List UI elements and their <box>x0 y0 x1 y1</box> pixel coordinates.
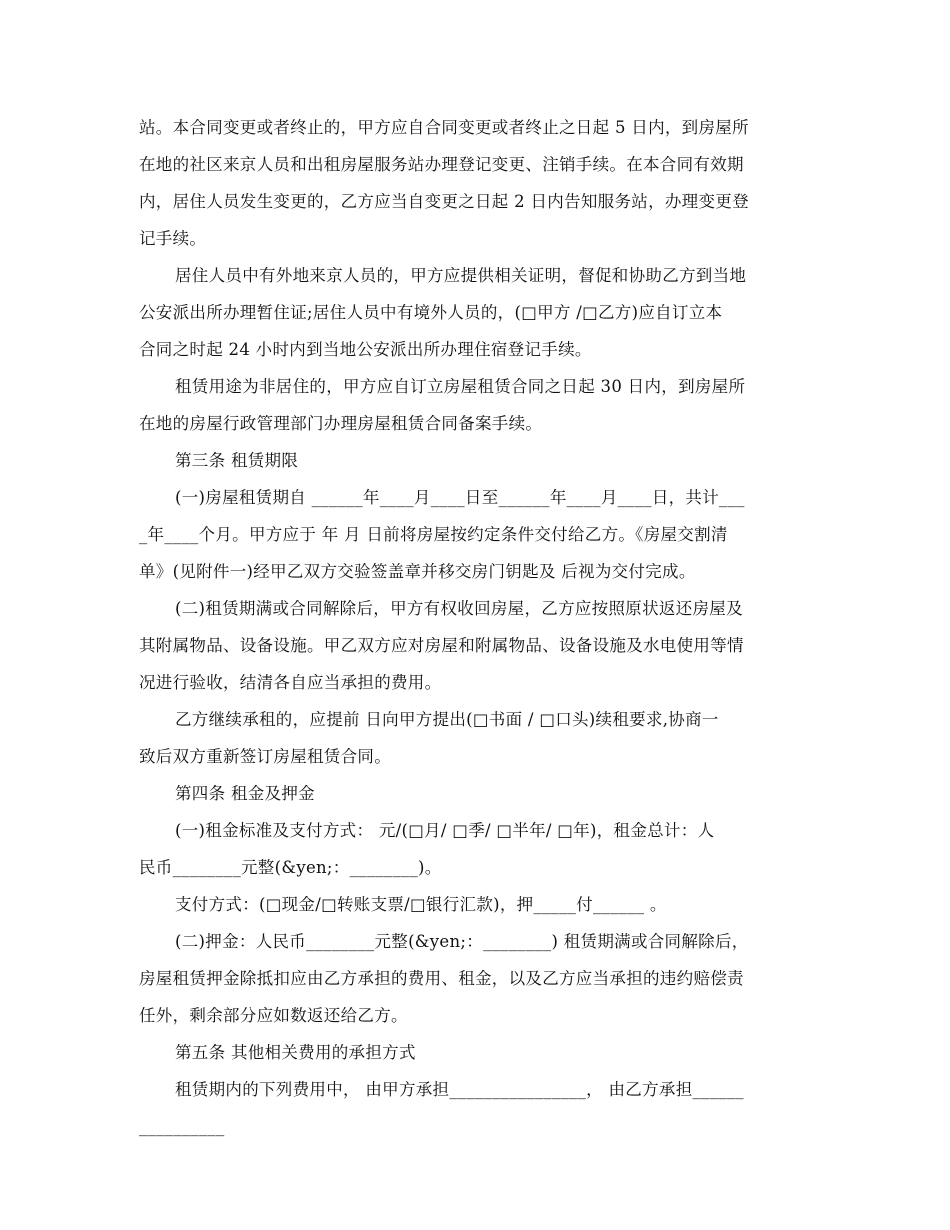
paragraph-line: _年____个月。甲方应于 年 月 日前将房屋按约定条件交付给乙方。《房屋交割清 <box>139 525 728 544</box>
section-heading: 第五条 其他相关费用的承担方式 <box>175 1043 416 1062</box>
paragraph-line: (二)租赁期满或合同解除后，甲方有权收回房屋，乙方应按照原状返还房屋及 <box>175 599 743 618</box>
paragraph-line: __________ <box>139 1117 225 1136</box>
paragraph-line: 房屋租赁押金除抵扣应由乙方承担的费用、租金，以及乙方应当承担的违约赔偿责 <box>139 969 744 988</box>
paragraph-line: 租赁期内的下列费用中， 由甲方承担________________， 由乙方承担______ <box>175 1080 744 1099</box>
paragraph-line: 在地的房屋行政管理部门办理房屋租赁合同备案手续。 <box>139 414 543 433</box>
paragraph-line: (二)押金：人民币________元整(&yen;：________) 租赁期满或合同解除后， <box>175 932 749 951</box>
section-heading: 第三条 租赁期限 <box>175 451 299 470</box>
paragraph-line: (一)房屋租赁期自 ______年____月____日至______年____月____日，共计___ <box>175 488 745 507</box>
paragraph-line: 其附属物品、设备设施。甲乙双方应对房屋和附属物品、设备设施及水电使用等情 <box>139 636 744 655</box>
paragraph-line: 在地的社区来京人员和出租房屋服务站办理登记变更、注销手续。在本合同有效期 <box>139 155 744 174</box>
paragraph-line: 租赁用途为非居住的，甲方应自订立房屋租赁合同之日起 30 日内，到房屋所 <box>175 377 746 396</box>
paragraph-line: 记手续。 <box>139 229 207 248</box>
paragraph-line: 任外，剩余部分应如数返还给乙方。 <box>139 1006 408 1025</box>
paragraph-line: 乙方继续承租的，应提前 日向甲方提出(□书面 / □口头)续租要求,协商一 <box>175 710 719 729</box>
paragraph-line: 站。本合同变更或者终止的，甲方应自合同变更或者终止之日起 5 日内，到房屋所 <box>139 118 749 137</box>
paragraph-line: 内，居住人员发生变更的，乙方应当自变更之日起 2 日内告知服务站，办理变更登 <box>139 192 749 211</box>
paragraph-line: 民币________元整(&yen;：________)。 <box>139 858 442 877</box>
paragraph-line: 单》(见附件一)经甲乙双方交验签盖章并移交房门钥匙及 后视为交付完成。 <box>139 562 696 581</box>
paragraph-line: 支付方式：(□现金/□转账支票/□银行汇款)，押_____付______ 。 <box>175 895 667 914</box>
paragraph-line: 合同之时起 24 小时内到当地公安派出所办理住宿登记手续。 <box>139 340 592 359</box>
paragraph-line: 况进行验收，结清各自应当承担的费用。 <box>139 673 442 692</box>
paragraph-line: 致后双方重新签订房屋租赁合同。 <box>139 747 391 766</box>
paragraph-line: 居住人员中有外地来京人员的，甲方应提供相关证明，督促和协助乙方到当地 <box>175 266 747 285</box>
paragraph-line: (一)租金标准及支付方式： 元/(□月/ □季/ □半年/ □年)，租金总计：人 <box>175 821 715 840</box>
section-heading: 第四条 租金及押金 <box>175 784 315 803</box>
paragraph-line: 公安派出所办理暂住证;居住人员中有境外人员的，(□甲方 /□乙方)应自订立本 <box>139 303 723 322</box>
